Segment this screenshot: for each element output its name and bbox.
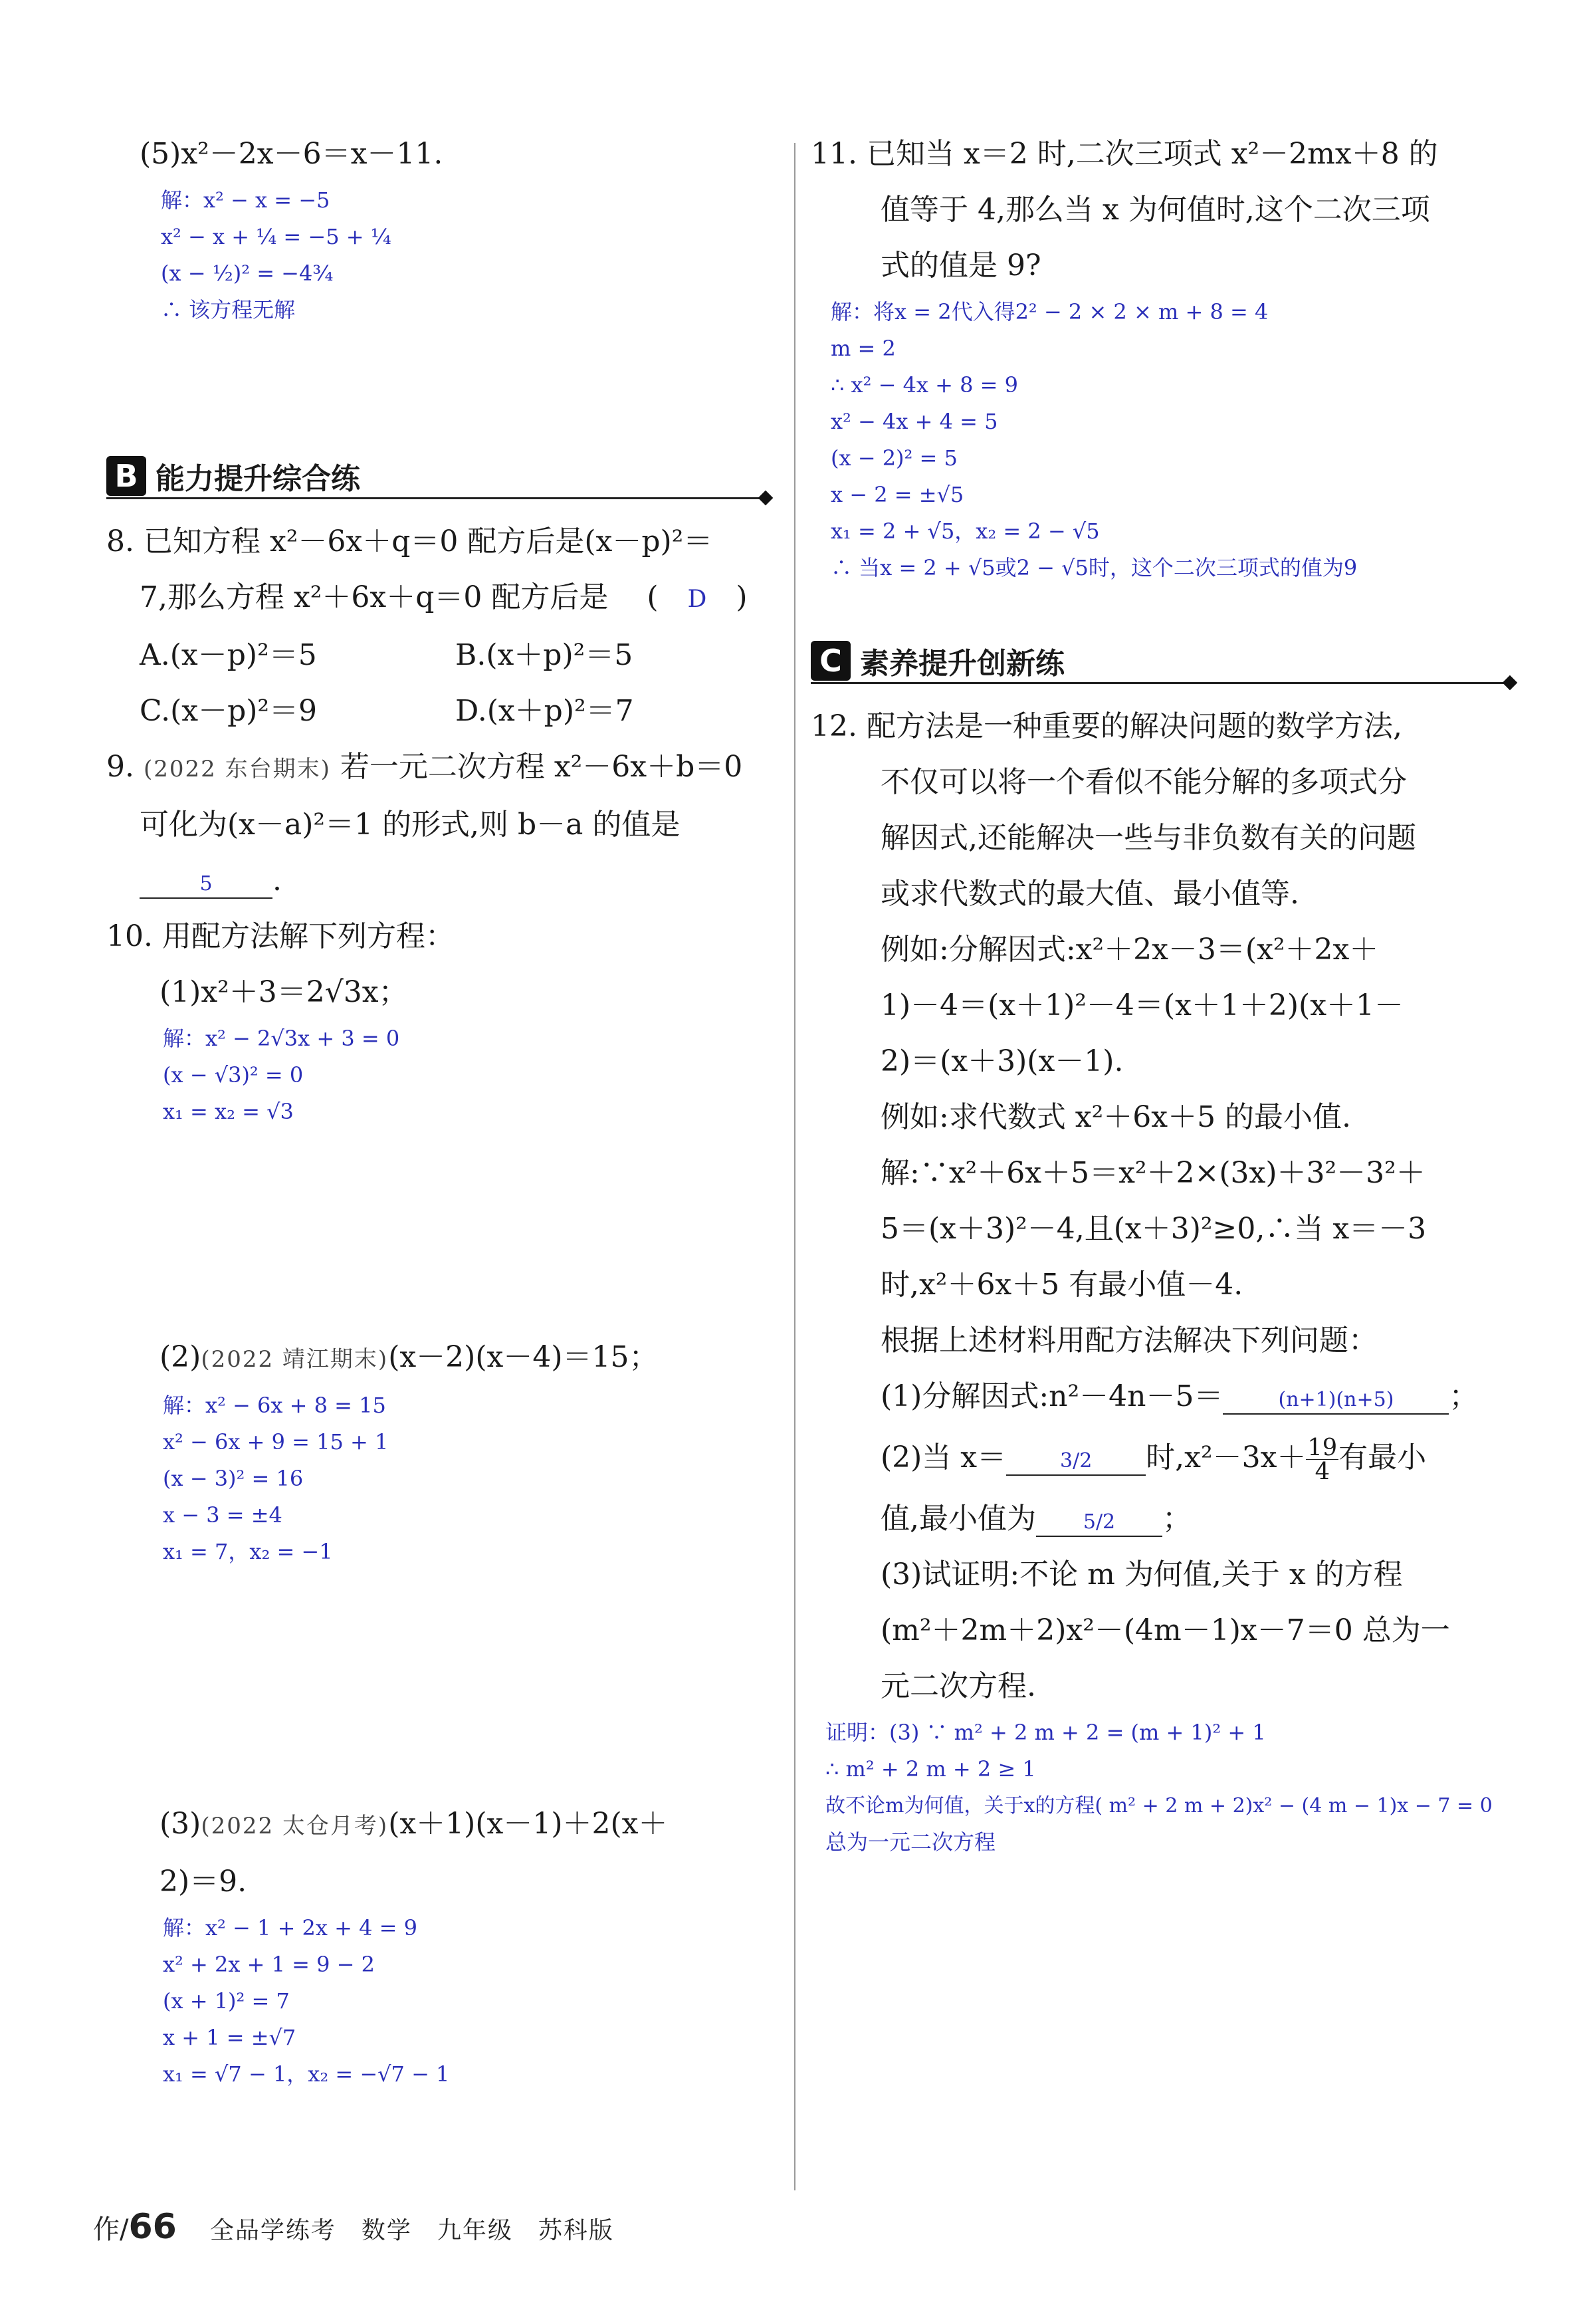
q5-sol-line: ∴ 该方程无解 — [161, 297, 296, 322]
q12-p2b-end: ； — [1162, 1502, 1192, 1536]
q12-p2-frac-den: 4 — [1315, 1458, 1330, 1485]
q11-sol-line: ∴ 当x = 2 + √5或2 − √5时，这个二次三项式的值为9 — [831, 555, 1358, 580]
q10-title: 10. 用配方法解下列方程： — [106, 919, 455, 953]
q12-proof-line: 总为一元二次方程 — [825, 1829, 996, 1855]
q9-end: . — [272, 864, 282, 897]
q10-p2-sol-line: x₁ = 7，x₂ = −1 — [163, 1539, 333, 1564]
q9-line-1-text: 若一元二次方程 x²－6x＋b＝0 — [340, 750, 743, 784]
q12-p2b-answer-blank: 5/2 — [1036, 1509, 1162, 1537]
q10-p3-text — [106, 1796, 771, 1854]
q8-choice-d: D.(x＋p)²＝7 — [455, 694, 634, 728]
q10-p2-text — [106, 1330, 771, 1387]
q10-p2-source: (2022 靖江期末) — [201, 1346, 389, 1373]
q8-choice-b: B.(x＋p)²＝5 — [455, 638, 633, 672]
q11-sol-line: x₁ = 2 + √5，x₂ = 2 − √5 — [831, 519, 1100, 544]
q12-line: 时,x²＋6x＋5 有最小值－4. — [881, 1268, 1243, 1302]
q12-line: 12. 配方法是一种重要的解决问题的数学方法, — [811, 709, 1402, 743]
q5-sol-line: 解：x² − x = −5 — [161, 187, 330, 213]
section-c-header — [811, 639, 1515, 684]
q12-proof-line: 故不论m为何值，关于x的方程( m² + 2 m + 2)x² − (4 m − 1)x − 7 = 0 — [825, 1794, 1493, 1817]
q10-p1-sol-line: 解：x² − 2√3x + 3 = 0 — [163, 1026, 400, 1051]
section-b-header — [106, 455, 771, 499]
q10-p1-solution — [106, 1020, 771, 1130]
page-number: 66 — [128, 2207, 177, 2247]
q10-p1-sol-line: x₁ = x₂ = √3 — [163, 1099, 294, 1124]
q5-solution — [106, 182, 771, 328]
q5-sol-line: x² − x + ¼ = −5 + ¼ — [161, 224, 391, 249]
q12-line: 5＝(x＋3)²－4,且(x＋3)²≥0,∴当 x＝－3 — [881, 1212, 1427, 1246]
q8-line-2 — [106, 570, 771, 628]
left-column — [106, 126, 771, 2093]
q10-p3-sol-line: 解：x² − 1 + 2x + 4 = 9 — [163, 1915, 417, 1940]
q12-line: 例如:求代数式 x²＋6x＋5 的最小值. — [881, 1100, 1352, 1134]
q11-sol-line: x − 2 = ±√5 — [831, 482, 964, 507]
q12-line: 1)－4＝(x＋1)²－4＝(x＋1＋2)(x＋1－ — [881, 988, 1404, 1022]
q10-p3-sol-line: x₁ = √7 − 1，x₂ = −√7 − 1 — [163, 2061, 450, 2087]
q10-p1-text: (1)x²＋3＝2√3x； — [159, 975, 408, 1009]
q9-line-3 — [106, 853, 771, 909]
q10-p3-sol-line: (x + 1)² = 7 — [163, 1988, 290, 2014]
q9-answer-blank: 5 — [140, 871, 272, 899]
q9-number: 9. — [106, 750, 134, 784]
q8-choices-row-1 — [106, 628, 771, 683]
q12-line: 解:∵x²＋6x＋5＝x²＋2×(3x)＋3²－3²＋ — [881, 1156, 1425, 1190]
q10-p3-source: (2022 太仓月考) — [201, 1813, 389, 1839]
q12-p2 — [811, 1425, 1515, 1491]
q12-line: 2)＝(x＋3)(x－1). — [881, 1044, 1124, 1078]
q10-p2-body: (x－2)(x－4)＝15； — [388, 1340, 659, 1374]
footer-prefix: 作/ — [93, 2214, 129, 2245]
q12-line: 或求代数式的最大值、最小值等. — [881, 877, 1299, 911]
q9-line-2: 可化为(x－a)²＝1 的形式,则 b－a 的值是 — [140, 808, 681, 842]
q12-p3-line: (m²＋2m＋2)x²－(4m－1)x－7＝0 总为一 — [881, 1613, 1450, 1647]
right-column — [811, 126, 1515, 1861]
q8-answer-paren: ( D ) — [617, 580, 748, 614]
q12-p2-mid: 时,x²－3x＋ — [1146, 1441, 1307, 1474]
section-b-badge: B — [106, 456, 146, 496]
q10-p3-head: (3) — [159, 1807, 201, 1841]
q12-line: 解因式,还能解决一些与非负数有关的问题 — [881, 821, 1416, 855]
q10-p3-line-2: 2)＝9. — [159, 1865, 247, 1899]
q8-choice-c: C.(x－p)²＝9 — [140, 694, 318, 728]
q12-p1-text: (1)分解因式:n²－4n－5＝ — [881, 1379, 1223, 1413]
q10-p2-sol-line: x² − 6x + 9 = 15 + 1 — [163, 1429, 389, 1454]
q11-solution — [811, 294, 1515, 586]
q12-line: 不仅可以将一个看似不能分解的多项式分 — [881, 765, 1407, 799]
q12-proof-line: ∴ m² + 2 m + 2 ≥ 1 — [825, 1756, 1036, 1782]
q8-answer: D — [687, 586, 707, 613]
q8-line-1: 8. 已知方程 x²－6x＋q＝0 配方后是(x－p)²＝ — [106, 524, 713, 558]
q11-sol-line: ∴ x² − 4x + 8 = 9 — [831, 372, 1018, 398]
q12-p3-line: 元二次方程. — [881, 1669, 1036, 1703]
page-footer — [93, 2207, 614, 2247]
q8-choice-a: A.(x－p)²＝5 — [140, 638, 317, 672]
q10-p2-sol-line: 解：x² − 6x + 8 = 15 — [163, 1393, 386, 1418]
section-c-title: 素养提升创新练 — [860, 647, 1065, 681]
section-c-badge: C — [811, 641, 851, 681]
q10-p3-sol-line: x² + 2x + 1 = 9 − 2 — [163, 1952, 375, 1977]
q12-proof — [811, 1714, 1515, 1861]
q5-text: (5)x²－2x－6＝x－11. — [140, 137, 443, 171]
q10-p2-head: (2) — [159, 1340, 201, 1374]
q12-p2-fraction — [1306, 1433, 1338, 1485]
q12-line: 根据上述材料用配方法解决下列问题： — [881, 1324, 1378, 1357]
q10-p3-body: (x＋1)(x－1)＋2(x＋ — [388, 1807, 668, 1841]
q8-choices-row-2 — [106, 683, 771, 739]
q12-p1-end: ； — [1449, 1379, 1479, 1413]
q11-sol-line: 解：将x = 2代入得2² − 2 × 2 × m + 8 = 4 — [831, 299, 1269, 324]
q12-p1 — [811, 1369, 1515, 1425]
q11-line-1: 11. 已知当 x＝2 时,二次三项式 x²－2mx＋8 的 — [811, 137, 1438, 171]
q10-p2-sol-line: x − 3 = ±4 — [163, 1502, 282, 1528]
q12-p2-frac-num: 19 — [1307, 1433, 1338, 1461]
q9-line-1 — [106, 739, 771, 797]
column-divider — [794, 143, 795, 2190]
q12-p2b-text: 值,最小值为 — [881, 1502, 1036, 1536]
q12-p1-answer-blank: (n+1)(n+5) — [1223, 1387, 1449, 1415]
q10-p2-solution — [106, 1387, 771, 1570]
q12-p2b — [811, 1491, 1515, 1547]
q11-sol-line: (x − 2)² = 5 — [831, 445, 958, 471]
q10-p3-solution — [106, 1910, 771, 2093]
q10-p1-sol-line: (x − √3)² = 0 — [163, 1062, 304, 1088]
q5-sol-line: (x − ½)² = −4¾ — [161, 261, 334, 286]
q12-proof-line: 证明：(3) ∵ m² + 2 m + 2 = (m + 1)² + 1 — [825, 1720, 1266, 1745]
q10-p2-sol-line: (x − 3)² = 16 — [163, 1466, 304, 1491]
q10-p3-sol-line: x + 1 = ±√7 — [163, 2025, 296, 2050]
q11-line-3: 式的值是 9? — [881, 249, 1041, 283]
q11-sol-line: x² − 4x + 4 = 5 — [831, 409, 998, 434]
q12-p2-end: 有最小 — [1338, 1441, 1427, 1474]
q12-p2-text: (2)当 x＝ — [881, 1441, 1007, 1474]
q9-source: (2022 东台期末) — [143, 756, 331, 782]
q12-p3-line: (3)试证明:不论 m 为何值,关于 x 的方程 — [881, 1558, 1403, 1591]
footer-book-info: 全品学练考 数学 九年级 苏科版 — [209, 2217, 614, 2244]
q8-line-2-text: 7,那么方程 x²＋6x＋q＝0 配方后是 — [140, 580, 609, 614]
q11-sol-line: m = 2 — [831, 336, 896, 361]
q12-line: 例如:分解因式:x²＋2x－3＝(x²＋2x＋ — [881, 933, 1379, 967]
q12-p2-answer-blank: 3/2 — [1006, 1448, 1146, 1476]
section-b-title: 能力提升综合练 — [156, 462, 360, 496]
q11-line-2: 值等于 4,那么当 x 为何值时,这个二次三项 — [881, 193, 1430, 227]
